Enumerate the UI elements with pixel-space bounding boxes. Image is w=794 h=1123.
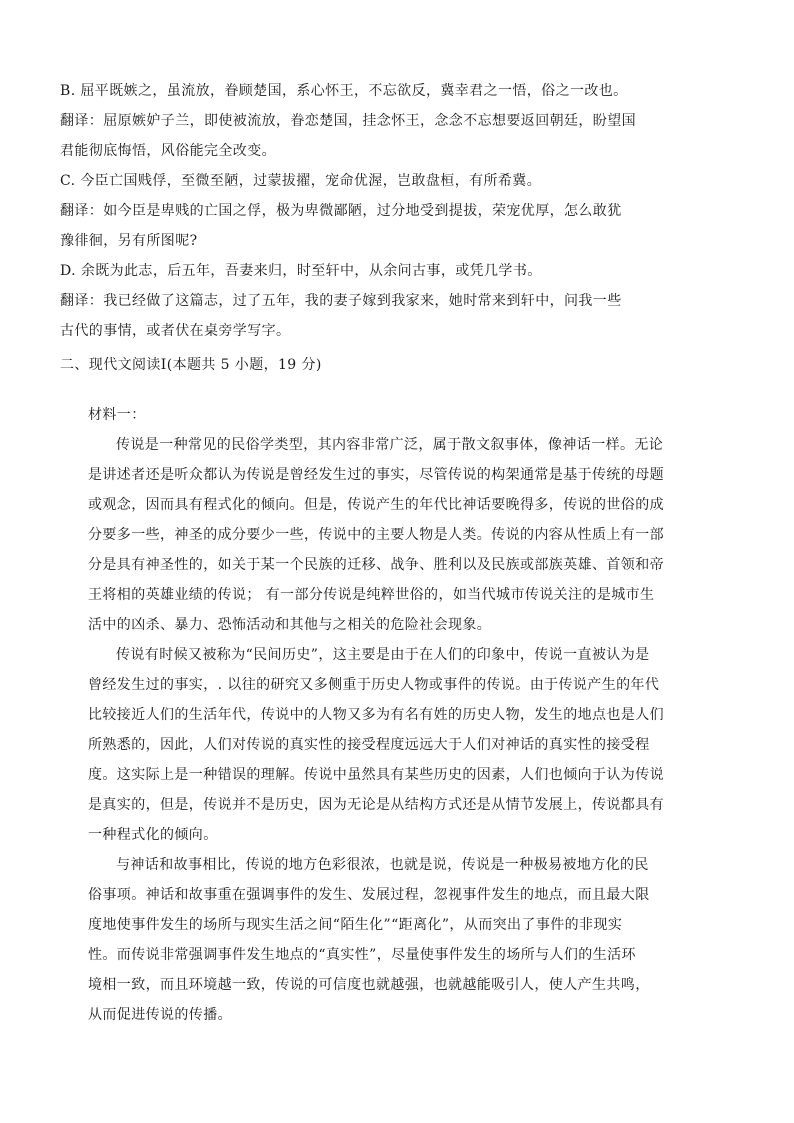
paragraph-line: 曾经发生过的事实，. 以往的研究又多侧重于历史人物或事件的传说。由于传说产生的年代 — [88, 677, 660, 693]
exam-page — [60, 76, 740, 1030]
option-b-translation-line-2: 君能彻底悔悟，风俗能完全改变。 — [60, 143, 276, 159]
paragraph-line: 传说是一种常见的民俗学类型，其内容非常广泛，属于散文叙事体，像神话一样。无论 — [116, 437, 664, 453]
option-b-translation-line-1: 翻译：屈原嫉妒子兰，即使被流放，眷恋楚国，挂念怀王，念念不忘想要返回朝廷，盼望国 — [60, 113, 636, 129]
paragraph-line: 传说有时候又被称为“民间历史”，这主要是由于在人们的印象中，传说一直被认为是 — [116, 647, 650, 663]
paragraph-line: 境相一致，而且环境越一致，传说的可信度也就越强，也就越能吸引人，使人产生共鸣， — [88, 977, 650, 993]
paragraph-line: 或观念，因而具有程式化的倾向。但是，传说产生的年代比神话要晚得多，传说的世俗的成 — [88, 497, 664, 513]
option-b — [60, 76, 740, 166]
option-d-translation-line-1: 翻译：我已经做了这篇志，过了五年，我的妻子嫁到我家来，她时常来到轩中，问我一些 — [60, 293, 622, 309]
paragraph-line: 王将相的英雄业绩的传说； 有一部分传说是纯粹世俗的，如当代城市传说关注的是城市生 — [88, 587, 655, 603]
paragraph-line: 与神话和故事相比，传说的地方色彩很浓，也就是说，传说是一种极易被地方化的民 — [116, 857, 649, 873]
paragraph-line: 一种程式化的倾向。 — [88, 827, 218, 843]
material-label: 材料一： — [88, 407, 146, 423]
option-c-translation-line-2: 豫徘徊，另有所图呢? — [60, 233, 198, 249]
paragraph-line: 度地使事件发生的场所与现实生活之间“陌生化”“距离化”，从而突出了事件的非现实 — [88, 917, 623, 933]
paragraph-line: 比较接近人们的生活年代，传说中的人物又多为有名有姓的历史人物，发生的地点也是人们 — [88, 707, 664, 723]
option-c-translation-line-1: 翻译：如今臣是卑贱的亡国之俘，极为卑微鄙陋，过分地受到提拔，荣宠优厚，怎么敢犹 — [60, 203, 622, 219]
paragraph-line: 俗事项。神话和故事重在强调事件的发生、发展过程，忽视事件发生的地点，而且最大限 — [88, 887, 650, 903]
paragraph-line: 性。而传说非常强调事件发生地点的“真实性”，尽量使事件发生的场所与人们的生活环 — [88, 947, 636, 963]
option-d-original: D. 余既为此志，后五年，吾妻来归，时至轩中，从余问古事，或凭几学书。 — [60, 263, 542, 279]
material-passage — [88, 430, 740, 1030]
option-c-original: C. 今臣亡国贱俘，至微至陋，过蒙拔擢，宠命优渥，岂敢盘桓，有所希冀。 — [60, 173, 542, 189]
paragraph-line: 活中的凶杀、暴力、恐怖活动和其他与之相关的危险社会现象。 — [88, 617, 492, 633]
paragraph-3 — [88, 850, 740, 1030]
paragraph-line: 是真实的，但是，传说并不是历史，因为无论是从结构方式还是从情节发展上，传说都具有 — [88, 797, 664, 813]
paragraph-1 — [88, 430, 740, 640]
option-c — [60, 166, 740, 256]
paragraph-line: 所熟悉的，因此，人们对传说的真实性的接受程度远远大于人们对神话的真实性的接受程 — [88, 737, 650, 753]
option-b-original: B. 屈平既嫉之，虽流放，眷顾楚国，系心怀王，不忘欲反，冀幸君之一悟，俗之一改也。 — [60, 83, 628, 99]
paragraph-2 — [88, 640, 740, 850]
option-d-translation-line-2: 古代的事情，或者伏在桌旁学写字。 — [60, 323, 291, 339]
paragraph-line: 度。这实际上是一种错误的理解。传说中虽然具有某些历史的因素，人们也倾向于认为传说 — [88, 767, 664, 783]
paragraph-line: 从而促进传说的传播。 — [88, 1007, 232, 1023]
paragraph-line: 分要多一些，神圣的成分要少一些，传说中的主要人物是人类。传说的内容从性质上有一部 — [88, 527, 664, 543]
paragraph-line: 分是具有神圣性的，如关于某一个民族的迁移、战争、胜利以及民族或部族英雄、首领和帝 — [88, 557, 664, 573]
paragraph-line: 是讲述者还是听众都认为传说是曾经发生过的事实，尽管传说的构架通常是基于传统的母题 — [88, 467, 664, 483]
section-title: 二、现代文阅读Ⅰ(本题共 5 小题，19 分) — [60, 357, 322, 373]
option-d — [60, 256, 740, 346]
